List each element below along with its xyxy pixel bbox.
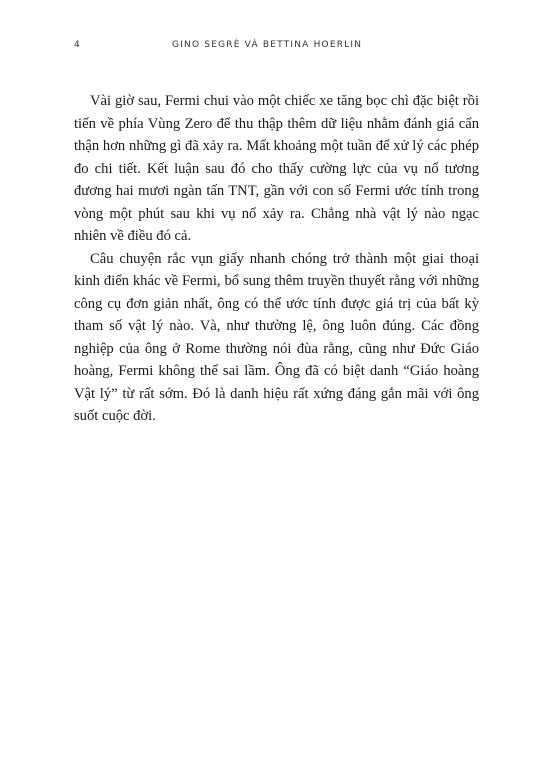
running-title: GINO SEGRÈ VÀ BETTINA HOERLIN: [172, 40, 363, 50]
paragraph: Câu chuyện rắc vụn giấy nhanh chóng trở thành một giai thoại kinh điển khác về Fermi, bổ sung thêm truyền thuyết rằng với những công cụ đơn giản nhất, ông có thể ước tính được giá trị của bất kỳ tham số vật lý nào. Và, như thường lệ, ông luôn đúng. Các đồng nghiệp của ông ở Rome thường nói đùa rằng, cũng như Đức Giáo hoàng, Fermi không thể sai lầm. Ông đã có biệt danh “Giáo hoàng Vật lý” từ rất sớm. Đó là danh hiệu rất xứng đáng gắn mãi với ông suốt cuộc đời.: [74, 250, 479, 424]
body-text: [74, 90, 479, 428]
page-number: 4: [74, 40, 81, 50]
paragraph: Vài giờ sau, Fermi chui vào một chiếc xe tăng bọc chì đặc biệt rồi tiến về phía Vùng Zero để thu thập thêm dữ liệu nhằm đánh giá cẩn thận hơn những gì đã xảy ra. Mất khoảng một tuần để xử lý các phép đo chi tiết. Kết luận sau đó cho thấy cường lực của vụ nổ tương đương hai mươi ngàn tấn TNT, gần với con số Fermi ước tính trong vòng một phút sau khi vụ nổ xảy ra. Chẳng nhà vật lý nào ngạc nhiên về điều đó cả.: [74, 93, 479, 244]
running-header: [74, 40, 474, 54]
